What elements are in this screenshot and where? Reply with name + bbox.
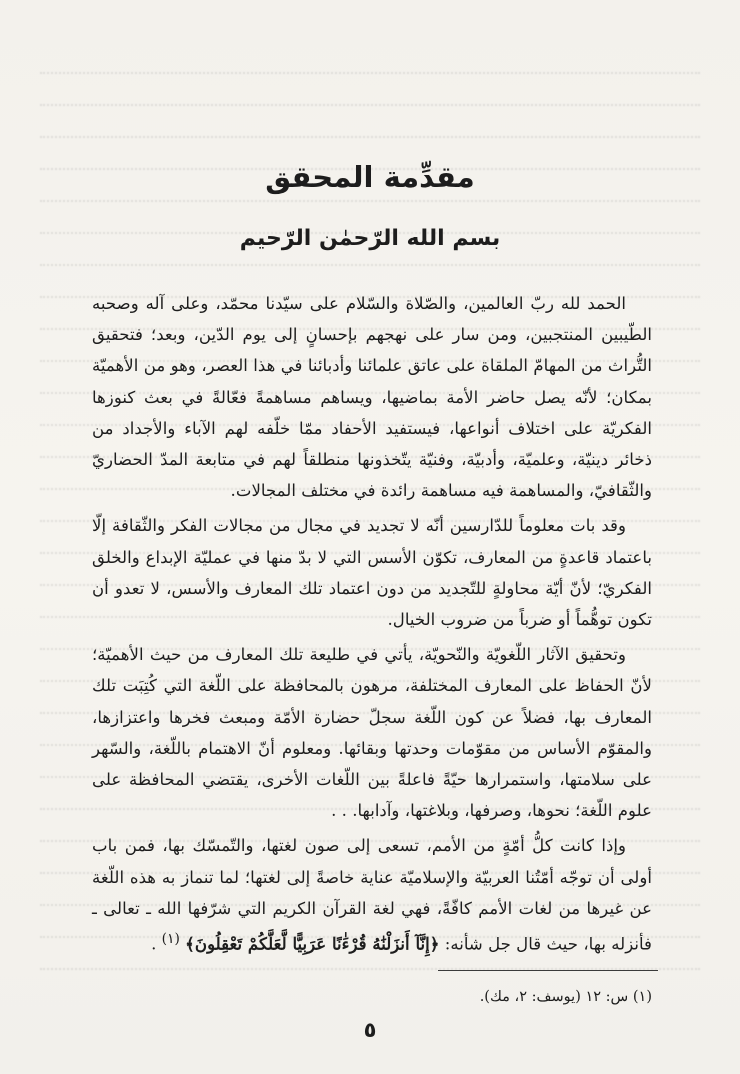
chapter-title: مقدِّمة المحقق	[265, 160, 475, 194]
paragraph-1: الحمد لله ربّ العالمين، والصّلاة والسّلام على سيّدنا محمّد، وعلى آله وصحبه الطّيبين المنتجبين، ومن سار على نهجهم بإحسانٍ إلى يوم الدّين، وبعد؛ فتحقيق التُّراث من المهامّ الملقاة على عاتق علمائنا وأدبائنا في هذا العصر، وهو من الأهميّة بمكان؛ لأنّه يصل حاضر الأمة بماضيها، ويساهم مساهمةً فعّالةً في بعث كنوزها الفكريّة على اختلاف أنواعها، فيستفيد الأحفاد ممّا خلّفه لهم الآباء والأجداد من ذخائر دينيّة، وعلميّة، وأدبيّة، وفنيّة يتّخذونها منطلقاً لهم في متابعة المدّ الحضاريّ والثّقافيّ، والمساهمة فيه مساهمة رائدة في مختلف المجالات.	[92, 294, 652, 501]
basmala-heading: بسم الله الرّحمٰن الرّحيم	[239, 226, 501, 251]
footnote: (١) س: ١٢ (يوسف: ٢، مك).	[479, 989, 652, 1005]
body-text	[92, 288, 652, 964]
footnote-marker: (١)	[161, 931, 180, 948]
paragraph-3: وتحقيق الآثار اللّغويّة والنّحويّة، يأتي في طليعة تلك المعارف من حيث الأهميّة؛ لأنّ الحفاظ على المعارف المختلفة، مرهون بالمحافظة على اللّغة التي كُتِبَت تلك المعارف بها، فضلاً عن كون اللّغة سجلّ حضارة الأمّة ومبعث فخرها واعتزازها، والمقوّم الأساس من مقوّمات وحدتها وبقائها. ومعلوم أنّ الاهتمام باللّغة، والسّهر على سلامتها، واستمرارها حيّةً فاعلةً بين اللّغات الأخرى، يقتضي المحافظة على علوم اللّغة؛ نحوها، وصرفها، وبلاغتها، وآدابها. . .	[92, 645, 652, 821]
paragraph-2: وقد بات معلوماً للدّارسين أنّه لا تجديد في مجال من مجالات الفكر والثّقافة إلّا باعتماد قاعدةٍ من المعارف، تكوّن الأسس التي لا بدّ منها في عمليّة الإبداع والخلق الفكريّ؛ لأنّ أيّة محاولةٍ للتّجديد من دون اعتماد تلك المعارف والأسس، لا تعدو أن تكون توهُّماً أو ضرباً من ضروب الخيال.	[92, 516, 652, 630]
paragraph-4	[92, 830, 652, 959]
page-number: ٥	[363, 1018, 377, 1042]
paragraph-4-end: .	[151, 934, 157, 954]
footnote-divider	[438, 970, 658, 971]
quran-quote: ﴿إِنَّآ أَنزَلْنَٰهُ قُرْءَٰنًا عَرَبِيًّا لَّعَلَّكُمْ تَعْقِلُونَ﴾	[185, 933, 440, 954]
paragraph-4-text: وإذا كانت كلُّ أمّةٍ من الأمم، تسعى إلى صون لغتها، والتّمسّك بها، فمن باب أولى أن توجّه أمّتُنا العربيّة والإسلاميّة عناية خاصةً إلى لغتها؛ لما تنماز به هذه اللّغة عن غيرها من لغات الأمم كافّةً، فهي لغة القرآن الكريم التي شرّفها الله ـ تعالى ـ فأنزله بها، حيث قال جل شأنه:	[92, 836, 652, 954]
